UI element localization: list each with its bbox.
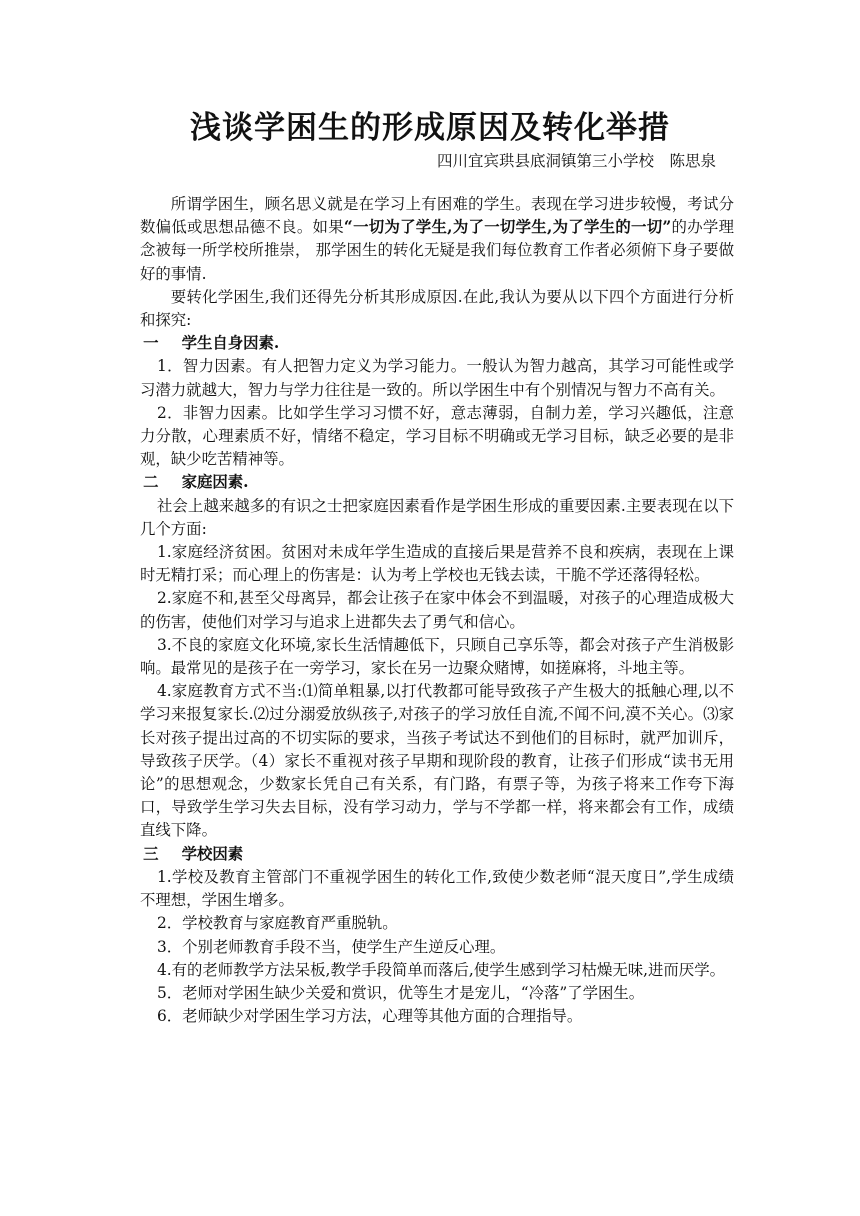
section-1-item-2: 2．非智力因素。比如学生学习习惯不好，意志薄弱，自制力差，学习兴趣低，注意力分散，心理素质不好，情绪不稳定，学习目标不明确或无学习目标，缺乏必要的是非观，缺少吃苦精神等。 xyxy=(140,403,734,469)
section-3-item-3: 3．个别老师教育手段不当，使学生产生逆反心理。 xyxy=(156,937,506,956)
section-2-item-3: 3.不良的家庭文化环境,家长生活情趣低下，只顾自己享乐等，都会对孩子产生消极影响。最常见的是孩子在一旁学习，家长在另一边聚众赌博，如搓麻将，斗地主等。 xyxy=(140,635,734,678)
section-3-item-2: 2．学校教育与家庭教育严重脱轨。 xyxy=(156,914,398,933)
document-body xyxy=(140,193,734,1028)
document-title: 浅谈学困生的形成原因及转化举措 xyxy=(190,110,670,146)
intro-text-before: 所谓学困生，顾名思义就是在学习上有困难的学生。表现在学习进步较慢，考试分数偏低或思想品德不良。如果 xyxy=(140,195,734,237)
intro-text-after: 的办学理念被每一所学校所推崇， 那学困生的转化无疑是我们每位教育工作者必须俯下身子要做好的事情. xyxy=(140,218,734,283)
section-heading-1 xyxy=(140,332,734,355)
section-3-item-5: 5．老师对学困生缺少关爱和赏识，优等生才是宠儿，“冷落”了学困生。 xyxy=(156,983,645,1002)
section-2-intro: 社会上越来越多的有识之士把家庭因素看作是学困生形成的重要因素.主要表现在以下几个方面: xyxy=(140,496,734,538)
intro-paragraph-2: 要转化学困生,我们还得先分析其形成原因.在此,我认为要从以下四个方面进行分析和探究: xyxy=(140,287,734,330)
section-3-item-1: 1.学校及教育主管部门不重视学困生的转化工作,致使少数老师“混天度日”,学生成绩不理想，学困生增多。 xyxy=(140,867,734,910)
section-title: 家庭因素. xyxy=(181,473,249,492)
section-number: 三 xyxy=(143,844,159,863)
intro-emphasis-quote: “一切为了学生,为了一切学生,为了学生的一切” xyxy=(343,218,672,237)
section-title: 学生自身因素. xyxy=(181,334,280,353)
author-line: 四川宜宾珙县底洞镇第三小学校 陈思泉 xyxy=(436,152,716,170)
section-heading-3 xyxy=(140,843,734,866)
section-2-item-2: 2.家庭不和,甚至父母离异，都会让孩子在家中体会不到温暖，对孩子的心理造成极大的伤害，使他们对学习与追求上进都失去了勇气和信心。 xyxy=(140,589,734,631)
section-1-item-1: 1．智力因素。有人把智力定义为学习能力。一般认为智力越高，其学习可能性或学习潜力就越大，智力与学力往往是一致的。所以学困生中有个别情况与智力不高有关。 xyxy=(140,357,734,399)
section-2-item-4: 4.家庭教育方式不当:⑴简单粗暴,以打代教都可能导致孩子产生极大的抵触心理,以不学习来报复家长.⑵过分溺爱放纵孩子,对孩子的学习放任自流,不闻不问,漠不关心。⑶家长对孩子提出过高的不切实际的要求，当孩子考试达不到他们的目标时，就严加训斥，导致孩子厌学。（4）家长不重视对孩子早期和现阶段的教育，让孩子们形成“读书无用论”的思想观念，少数家长凭自己有关系，有门路，有票子等，为孩子将来工作夸下海口，导致学生学习失去目标，没有学习动力，学与不学都一样，将来都会有工作，成绩直线下降。 xyxy=(140,682,734,840)
section-number: 一 xyxy=(143,334,159,353)
section-3-item-6: 6．老师缺少对学困生学习方法，心理等其他方面的合理指导。 xyxy=(156,1007,583,1026)
section-2-item-1: 1.家庭经济贫困。贫困对未成年学生造成的直接后果是营养不良和疾病，表现在上课时无精打采；而心理上的伤害是：认为考上学校也无钱去读，干脆不学还落得轻松。 xyxy=(140,543,734,585)
intro-paragraph-1 xyxy=(140,193,734,286)
section-title: 学校因素 xyxy=(181,844,244,863)
section-number: 二 xyxy=(143,473,159,492)
section-heading-2 xyxy=(140,471,734,494)
section-3-item-4: 4.有的老师教学方法呆板,教学手段简单而落后,使学生感到学习枯燥无味,进而厌学。 xyxy=(156,960,725,979)
